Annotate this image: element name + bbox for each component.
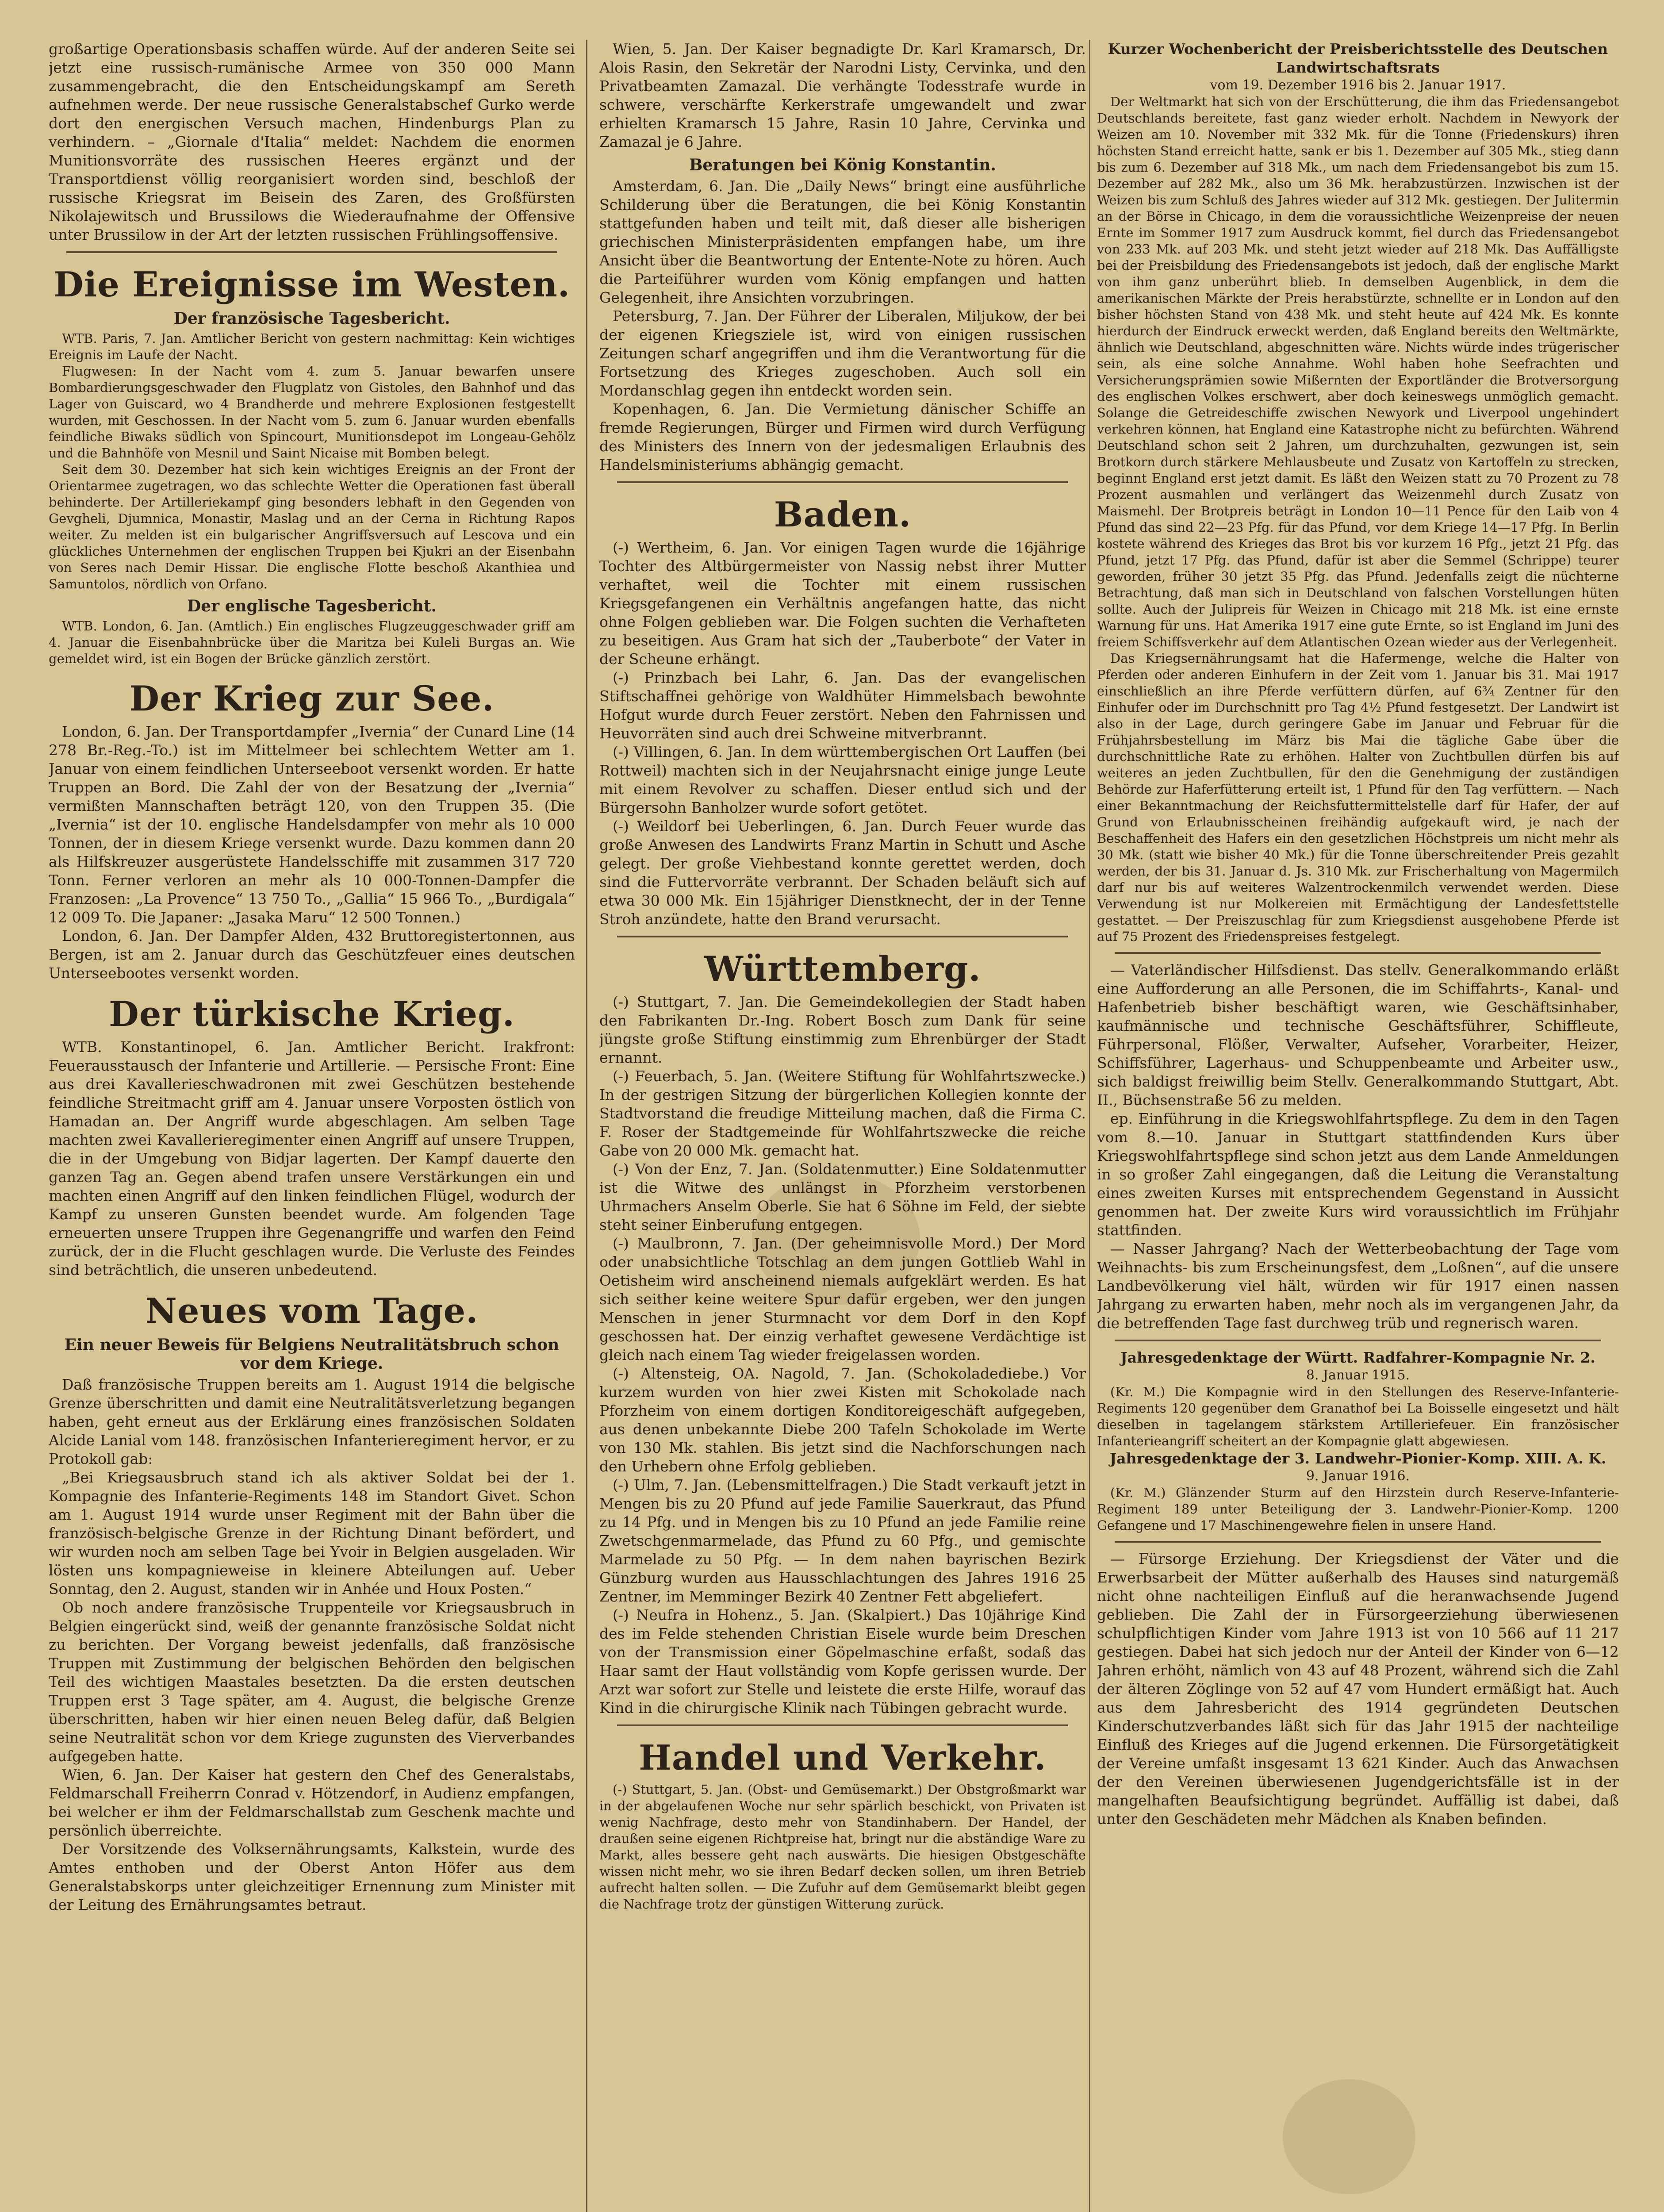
heading-westen: Die Ereignisse im Westen. bbox=[54, 265, 570, 305]
article-text: WTB. Konstantinopel, 6. Jan. Amtlicher Bericht. Irakfront: Feuerausstausch der Infanterie und Artillerie. — Persische Front: Eine aus drei Kavallerieschwadronen mit zwei Geschützen bestehende feindliche Streitmacht griff am 4. Januar unsere Vorposten östlich von Hamadan an. Der Angriff wurde abgeschlagen. Am selben Tage machten zwei Kavallerieregimenter einen Angriff auf unsere Truppen, die in der Umgebung von Bidjar lagerten. Der Kampf dauerte den ganzen Tag an. Gegen abend trafen unsere Verstärkungen ein und machten einen Angriff auf den linken feindlichen Flügel, wodurch der Kampf zu unseren Gunsten beendet wurde. Am folgenden Tage erneuerten unsere Truppen ihre Gegenangriffe und warfen den Feind zurück, der in die Flucht geschlagen wurde. Die Verluste des Feindes sind beträchtlich, die unseren unbedeutend. bbox=[49, 1038, 575, 1279]
memorial-date: 9. Januar 1916. bbox=[1306, 1468, 1410, 1484]
article-text: (-) Villingen, 6. Jan. In dem württembergischen Ort Lauffen (bei Rottweil) machten sich in der Neujahrsnacht einige junge Leute mit einem Revolver zu schaffen. Dieser entlud sich und der Bürgersohn Banholzer wurde sofort getötet. bbox=[599, 743, 1086, 816]
article-text: London, 6. Jan. Der Dampfer Alden, 432 Bruttoregistertonnen, aus Bergen, ist am 2. Januar durch das Geschützfeuer eines deutschen Unterseebootes versenkt worden. bbox=[49, 927, 575, 982]
article-text: (-) Feuerbach, 5. Jan. (Weitere Stiftung für Wohlfahrtszwecke.) In der gestrigen Sitzung der bürgerlichen Kollegien konnte der Stadtvorstand die freudige Mitteilung machen, daß die Firma C. F. Roser der Stadtgemeinde für Wohlfahrtszwecke die reiche Gabe von 20 000 Mk. gemacht hat. bbox=[599, 1068, 1086, 1159]
memorial-title: Jahresgedenktage der 3. Landwehr-Pionier-Komp. XIII. A. K. bbox=[1109, 1450, 1606, 1467]
article-text: Das Kriegsernährungsamt hat die Hafermenge, welche die Halter von Pferden oder anderen Einhufern in der Zeit vom 1. Januar bis 31. Mai 1917 einschließlich an ihre Pferde verfüttern dürfen, auf 6¾ Zentner für den Einhufer oder im Durchschnitt pro Tag 4½ Pfund festgesetzt. Der Landwirt ist also in der Lage, durch geringere Gabe im Januar und Februar für die Frühjahrsbestellung im März bis Mai die tägliche Gabe über die durchschnittliche Rate zu erhöhen. Halter von Zuchtbullen dürfen bis auf weiteres an jeden Zuchtbullen, für den die Genehmigung der zuständigen Behörde zur Haferfütterung erteilt ist, 1 Pfund für den Tag verfüttern. — Nach einer Bekanntmachung der Reichsfuttermittelstelle darf für Hafer, der auf Grund von Erlaubnisscheinen freihändig aufgekauft wird, je nach der Beschaffenheit des Hafers ein den gesetzlichen Höchstpreis um nicht mehr als 30 Mk. (statt wie bisher 40 Mk.) für die Tonne überschreitender Preis gezahlt werden, der bis 31. Januar d. Js. 310 Mk. zur Frischerhaltung von Magermilch darf nur bis auf weiteres Walzentrockenmilch verwendet werden. Diese Verwendung ist nur Molkereien mit Ermächtigung der Landesfettstelle gestattet. — Der Preiszuschlag für zum Kriegsdienst ausgehobene Pferde ist auf 75 Prozent des Friedenspreises festgelegt. bbox=[1097, 651, 1619, 944]
article-text: Der Weltmarkt hat sich von der Erschütterung, die ihm das Friedensangebot Deutschlands bereitete, fast ganz wieder erholt. Nachdem in Newyork der Weizen am 10. November mit 332 Mk. für die Tonne (Friedenskurs) ihren höchsten Stand erreicht hatte, sank er bis 1. Dezember auf 305 Mk., stieg dann bis zum 6. Dezember auf 318 Mk., um nach dem Friedensangebot bis zum 15. Dezember auf 282 Mk., also um 36 Mk. herabzustürzen. Inzwischen ist der Weizen bis zum Schluß des Jahres wieder auf 312 Mk. gestiegen. Der Julitermin an der Börse in Chicago, in dem die voraussichtliche Weizenpreise der neuen Ernte im Sommer 1917 zum Ausdruck kommt, fiel durch das Friedensangebot von 233 Mk. auf 203 Mk. und steht jetzt wieder auf 218 Mk. Das Auffälligste bei der Preisbildung des Friedensangebots ist jedoch, daß der englische Markt von ihm ganz unberührt blieb. In demselben Augenblick, in dem die amerikanischen Märkte der Preis herabstürzte, schnellte er in London auf den bisher höchsten Stand von 438 Mk. und steht heute auf 424 Mk. Es konnte hierdurch der Eindruck erweckt werden, daß England bereits den Weltmärkte, ähnlich wie Deutschland, abgeschnitten wäre. Nichts würde indes trügerischer sein, als eine solche Annahme. Wohl haben hohe Seefrachten und Versicherungsprämien sowie Mißernten der Exportländer die Brotversorgung des englischen Volkes erschwert, aber doch keineswegs unmöglich gemacht. Solange die Getreideschiffe zwischen Newyork und Liverpool ungehindert verkehren können, hat England eine Katastrophe nicht zu befürchten. Während Deutschland schon seit 2 Jahren, um durchzuhalten, gezwungen ist, sein Brotkorn durch stärkere Mehlausbeute und Zusatz von Kartoffeln zu strecken, beginnt England erst jetzt damit. Es läßt den Weizen statt zu 70 Prozent zu 78 Prozent ausmahlen und verlängert das Weizenmehl durch Zusatz von Maismehl. Der Brotpreis beträgt in London 10—11 Pence für den Laib von 4 Pfund das sind 22—23 Pfg. für das Pfund, vor dem Kriege 14—17 Pfg. In Berlin kostete während des Krieges das Brot bis vor kurzem 16 Pfg., jetzt 21 Pfg. das Pfund, jetzt 17 Pfg. das Pfund, dafür ist aber die Semmel (Schrippe) teurer geworden, früher 30 jetzt 35 Pfg. das Pfund. Jedenfalls zeigt die nüchterne Betrachtung, daß man sich in Deutschland von falschen Vorstellungen hüten sollte. Auch der Julipreis für Weizen in Chicago mit 218 Mk. ist eine ernste Warnung für uns. Hat Amerika 1917 eine gute Ernte, so ist England im Juni des freiem Schiffsverkehr auf dem Atlantischen Ozean wieder aus der Verlegenheit. bbox=[1097, 94, 1619, 649]
article-text: Ob noch andere französische Truppenteile vor Kriegsausbruch in Belgien eingerückt sind, weiß der genannte französische Soldat nicht zu berichten. Der Vorgang beweist jedenfalls, daß französische Truppen mit Zustimmung der belgischen Behörden den belgischen Teil des wichtigen Maastales besetzten. Da die ersten deutschen Truppen erst 3 Tage später, am 4. August, die belgische Grenze überschritten, haben wir hier einen neuen Beleg dafür, daß Belgien seine Neutralität schon vor dem Kriege zugunsten des Vierverbandes aufgegeben hatte. bbox=[49, 1599, 575, 1765]
heading-baden: Baden. bbox=[774, 495, 912, 535]
divider bbox=[1115, 1541, 1601, 1543]
article-text: „Bei Kriegsausbruch stand ich als aktiver Soldat bei der 1. Kompagnie des Infanterie-Regiments 148 im Standort Givet. Schon am 1. August 1914 wurde unser Regiment mit der Bahn über die französisch-belgische Grenze in der Richtung Dinant befördert, und wir wurden noch am selben Tage bei Yvoir in Belgien ausgeladen. Wir lösten uns kompagnieweise in kleinere Abteilungen auf. Ueber Sonntag, den 2. August, standen wir in Anhée und Houx Posten.“ bbox=[49, 1469, 575, 1598]
article-text: Der Vorsitzende des Volksernährungsamts, Kalkstein, wurde des Amtes enthoben und der Oberst Anton Höfer aus dem Generalstabskorps unter gleichzeitiger Ernennung zum Minister mit der Leitung des Ernährungsamtes betraut. bbox=[49, 1840, 575, 1913]
article-text: Amsterdam, 6. Jan. Die „Daily News“ bringt eine ausführliche Schilderung über die Beratungen, die bei König Konstantin stattgefunden haben und teilt mit, daß dieser alle bisherigen griechischen Ministerpräsidenten empfangen habe, um ihre Ansicht über die Beantwortung der Entente-Note zu hören. Auch die Parteiführer wurden vom König empfangen und hatten Gelegenheit, ihre Ansichten vorzubringen. bbox=[599, 177, 1086, 306]
article-text: (-) Wertheim, 6. Jan. Vor einigen Tagen wurde die 16jährige Tochter des Altbürgermeister von Nassig nebst ihrer Mutter verhaftet, weil die Tochter mit einem russischen Kriegsgefangenen ein Verhältnis angefangen hatte, das nicht ohne Folgen geblieben war. Die Folgen suchten die Verhafteten zu beseitigen. Aus Gram hat sich der „Tauberbote“ der Vater in der Scheune erhängt. bbox=[599, 539, 1086, 668]
article-text: WTB. Paris, 7. Jan. Amtlicher Bericht von gestern nachmittag: Kein wichtiges Ereignis im Laufe der Nacht. bbox=[49, 331, 575, 362]
article-text: (-) Von der Enz, 7. Jan. (Soldatenmutter.) Eine Soldatenmutter ist die Witwe des unlängst in Pforzheim verstorbenen Uhrmachers Anselm Oberle. Sie hat 6 Söhne im Feld, der siebte steht seiner Einberufung entgegen. bbox=[599, 1160, 1086, 1233]
heading-see: Der Krieg zur See. bbox=[129, 679, 495, 719]
article-text: Kopenhagen, 6. Jan. Die Vermietung dänischer Schiffe an fremde Regierungen, Bürger und Firmen wird durch Verfügung des Ministers des Innern von der jedesmaligen Erlaubnis des Handelsministeriums abhängig gemacht. bbox=[599, 400, 1086, 473]
memorial-title: Jahresgedenktage der Württ. Radfahrer-Kompagnie Nr. 2. bbox=[1120, 1349, 1595, 1366]
memorial-date: 8. Januar 1915. bbox=[1306, 1367, 1410, 1383]
subheading: Der englische Tagesbericht. bbox=[187, 597, 437, 615]
heading-turk: Der türkische Krieg. bbox=[109, 994, 515, 1034]
column-rule bbox=[586, 40, 587, 2212]
article-text: (-) Ulm, 7. Jan. (Lebensmittelfragen.) Die Stadt verkauft jetzt in Mengen bis zu 20 Pfund auf jede Familie Sauerkraut, das Pfund zu 14 Pfg. und in Mengen bis zu 10 Pfund an jede Familie reine Zwetschgenmarmelade, das Pfund zu 60 Pfg., und gemischte Marmelade zu 50 Pfg. — In dem nahen bayrischen Bezirk Günzburg wurden aus Hausschlachtungen des Jahres 1916 25 Zentner, im Memminger Bezirk 40 Zentner Fett abgeliefert. bbox=[599, 1476, 1086, 1605]
article-text: Wien, 6. Jan. Der Kaiser hat gestern den Chef des Generalstabs, Feldmarschall Freiherrn Conrad v. Hötzendorf, in Audienz empfangen, bei welcher er ihm der Feldmarschallstab zum Geschenk machte und persönlich überreichte. bbox=[49, 1766, 575, 1839]
article-text: — Nasser Jahrgang? Nach der Wetterbeobachtung der Tage vom Weihnachts- bis zum Erscheinungsfest, dem „Loßnen“, auf die unsere Landbevölkerung viel hält, würden wir für 1917 einen nassen Jahrgang zu erwarten haben, mehr noch als im vergangenen Jahr, da die betreffenden Tage fast durchweg trüb und regnerisch waren. bbox=[1097, 1240, 1619, 1332]
column-middle bbox=[599, 40, 1086, 2212]
article-text: (-) Neufra in Hohenz., 5. Jan. (Skalpiert.) Das 10jährige Kind des im Felde stehenden Christian Eisele wurde beim Dreschen von der Transmission einer Göpelmaschine erfaßt, sodaß das Haar samt der Haut vollständig vom Kopfe gerissen wurde. Der Arzt war sofort zur Stelle und leistete die erste Hilfe, worauf das Kind in die chirurgische Klinik nach Tübingen gebracht wurde. bbox=[599, 1606, 1086, 1717]
article-text: — Fürsorge Erziehung. Der Kriegsdienst der Väter und die Erwerbsarbeit der Mütter außerhalb des Hauses sind naturgemäß nicht ohne nachteiligen Einfluß auf die heranwachsende Jugend geblieben. Die Zahl der in Fürsorgeerziehung überwiesenen schulpflichtigen Kinder vom Jahre 1913 ist von 10 566 auf 11 217 gestiegen. Dabei hat sich jedoch nur der Anteil der Kinder von 6—12 Jahren erhöht, nämlich von 43 auf 48 Prozent, während sich die Zahl der älteren Zöglinge von 52 auf 47 vom Hundert ermäßigt hat. Auch aus dem Jahresbericht des 1914 gegründeten Deutschen Kinderschutzverbandes läßt sich für das Jahr 1915 der nachteilige Einfluß des Krieges auf die Jugend erkennen. Die Fürsorgetätigkeit der Vereine umfaßt insgesamt 13 621 Kinder. Auch das Anwachsen der den Vereinen überwiesenen Jugendgerichtsfälle ist in der mangelhaften Beaufsichtigung begründet. Auffällig ist dabei, daß unter den Geschädeten mehr Mädchen als Knaben befinden. bbox=[1097, 1550, 1619, 1828]
subheading: Beratungen bei König Konstantin. bbox=[689, 156, 996, 174]
article-text: WTB. London, 6. Jan. (Amtlich.) Ein englisches Flugzeuggeschwader griff am 4. Januar die Eisenbahnbrücke über die Maritza bei Kuleli Burgas an. Wie gemeldet wird, ist ein Bogen der Brücke gänzlich zerstört. bbox=[49, 618, 575, 666]
article-text: (Kr. M.) Die Kompagnie wird in den Stellungen des Reserve-Infanterie-Regiments 120 gegenüber dem Granathof bei La Boisselle eingesetzt und hält dieselben in tagelangem stärkstem Artilleriefeuer. Ein französischer Infanterieangriff scheitert an der Kompagnie glatt abgewiesen. bbox=[1097, 1384, 1619, 1448]
article-text: (-) Maulbronn, 7. Jan. (Der geheimnisvolle Mord.) Der Mord oder unabsichtliche Totschlag an dem jungen Gottlieb Wahl in Oetisheim wird anscheinend niemals aufgeklärt werden. Es hat sich seither keine weitere Spur dafür ergeben, wer den jungen Menschen in jener Sturmnacht vor dem Dorf in den Kopf geschossen hat. Der einzig verhaftet gewesene Verdächtige ist gleich nach einem Tag wieder freigelassen worden. bbox=[599, 1235, 1086, 1363]
divider bbox=[66, 251, 557, 253]
column-right bbox=[1097, 40, 1619, 2212]
divider bbox=[1115, 1340, 1601, 1341]
article-text: ep. Einführung in die Kriegswohlfahrtspflege. Zu dem in den Tagen vom 8.—10. Januar in Stuttgart stattfindenden Kurs über Kriegswohlfahrtspflege sind schon jetzt aus dem Lande Anmeldungen in so großer Zahl eingegangen, daß die Leitung die Veranstaltung eines zweiten Kurses mit entsprechendem Gegenstand in Aussicht genommen hat. Der zweite Kurs wird voraussichtlich im Frühjahr stattfinden. bbox=[1097, 1110, 1619, 1239]
heading-neues: Neues vom Tage. bbox=[145, 1291, 479, 1331]
article-text: großartige Operationsbasis schaffen würde. Auf der anderen Seite sei jetzt eine russisch-rumänische Armee von 350 000 Mann zusammengebracht, die den Entscheidungskampf am Sereth aufnehmen werde. Der neue russische Generalstabschef Gurko werde dort den energischen Versuch machen, Hindenburgs Plan zu verhindern. – „Giornale d'Italia“ meldet: Nachdem die enormen Munitionsvorräte des russischen Heeres ergänzt und der Transportdienst völlig reorganisiert worden sind, beschloß der russische Kriegsrat im Beisein des Zaren, des Großfürsten Nikolajewitsch und Brussilows die Wiederaufnahme der Offensive unter Brussilow in der Art der letzten russischen Frühlingsoffensive. bbox=[49, 40, 575, 243]
heading-wurttemberg: Württemberg. bbox=[704, 949, 981, 989]
divider bbox=[617, 481, 1068, 483]
report-title: Kurzer Wochenbericht der Preisberichtsstelle des Deutschen Landwirtschaftsrats bbox=[1108, 40, 1608, 76]
divider bbox=[617, 936, 1068, 937]
divider bbox=[1115, 952, 1601, 954]
article-text: (-) Stuttgart, 5. Jan. (Obst- und Gemüsemarkt.) Der Obstgroßmarkt war in der abgelaufenen Woche nur sehr spärlich beschickt, von Privaten ist wenig Nachfrage, desto mehr von Standinhabern. Der Handel, der draußen seine eigenen Richtpreise hat, bringt nur die abständige Ware zu Markt, alles bessere geht nach auswärts. Die hiesigen Obstgeschäfte wissen nicht mehr, wo sie ihren Bedarf decken sollen, um ihren Betrieb aufrecht halten sollen. — Die Zufuhr auf dem Gemüsemarkt bleibt gegen die Nachfrage trotz der günstigen Witterung zurück. bbox=[599, 1782, 1086, 1912]
column-left bbox=[49, 40, 575, 2212]
article-text: Flugwesen: In der Nacht vom 4. zum 5. Januar bewarfen unsere Bombardierungsgeschwader den Flugplatz von Gistoles, den Bahnhof und das Lager von Guiscard, wo 4 Brandherde und mehrere Explosionen festgestellt wurden, mit Geschossen. In der Nacht vom 5. zum 6. Januar wurden ebenfalls feindliche Biwaks südlich von Spincourt, Munitionsdepot im Longeau-Gehölz und die Bahnhöfe von Mesnil und Saint Nicaise mit Bomben belegt. bbox=[49, 364, 575, 461]
article-text: (-) Altensteig, OA. Nagold, 7. Jan. (Schokoladediebe.) Vor kurzem wurden von hier zwei Kisten mit Schokolade nach Pforzheim von einem dortigen Konditoreigeschäft aufgegeben, aus denen unbekannte Diebe 200 Tafeln Schokolade im Werte von 130 Mk. stahlen. Bis jetzt sind die Nachforschungen nach den Urhebern ohne Erfolg geblieben. bbox=[599, 1365, 1086, 1475]
column-rule bbox=[1089, 40, 1090, 2212]
subheading: Der französische Tagesbericht. bbox=[173, 309, 450, 328]
report-date: vom 19. Dezember 1916 bis 2. Januar 1917. bbox=[1210, 77, 1506, 93]
article-text: (-) Prinzbach bei Lahr, 6. Jan. Das der evangelischen Stiftschaffnei gehörige von Waldhüter Himmelsbach bewohnte Hofgut wurde durch Feuer zerstört. Neben den Fahrnissen und Heuvorräten sind auch drei Schweine mitverbrannt. bbox=[599, 669, 1086, 742]
article-text: Wien, 5. Jan. Der Kaiser begnadigte Dr. Karl Kramarsch, Dr. Alois Rasin, den Sekretär der Narodni Listy, Cervinka, und den Privatbeamten Zamazal. Die verhängte Todesstrafe wurde in schwere, verschärfte Kerkerstrafe umgewandelt und zwar erhielten Kramarsch 15 Jahre, Rasin 10 Jahre, Cervinka und Zamazal je 6 Jahre. bbox=[599, 40, 1086, 150]
article-text: (-) Stuttgart, 7. Jan. Die Gemeindekollegien der Stadt haben den Fabrikanten Dr.-Ing. Robert Bosch zum Dank für seine jüngste große Stiftung einstimmig zum Ehrenbürger der Stadt ernannt. bbox=[599, 993, 1086, 1066]
article-text: Petersburg, 7. Jan. Der Führer der Liberalen, Miljukow, der bei der eigenen Kriegsziele ist, wird von einigen russischen Zeitungen scharf angegriffen und ihm die Verantwortung für die Fortsetzung des Krieges zugeschoben. Auch soll ein Mordanschlag gegen ihn entdeckt worden sein. bbox=[599, 307, 1086, 399]
article-text: (-) Weildorf bei Ueberlingen, 6. Jan. Durch Feuer wurde das große Anwesen des Landwirts Franz Martin in Schutt und Asche gelegt. Der große Viehbestand konnte gerettet werden, doch sind die Futtervorräte verbrannt. Der Schaden beläuft sich auf etwa 30 000 Mk. Ein 15jähriger Dienstknecht, der in der Tenne Stroh anzündete, hatte den Brand verursacht. bbox=[599, 818, 1086, 928]
article-text: Daß französische Truppen bereits am 1. August 1914 die belgische Grenze überschritten und damit eine Neutralitätsverletzung begangen haben, geht erneut aus der Erklärung eines französischen Soldaten Alcide Lanial vom 148. französischen Infanterieregiment hervor, er zu Protokoll gab: bbox=[49, 1376, 575, 1467]
article-text: (Kr. M.) Glänzender Sturm auf den Hirzstein durch Reserve-Infanterie-Regiment 189 unter Beteiligung der 3. Landwehr-Pionier-Komp. 1200 Gefangene und 17 Maschinengewehre fielen in unsere Hand. bbox=[1097, 1485, 1619, 1533]
article-text: Seit dem 30. Dezember hat sich kein wichtiges Ereignis an der Front der Orientarmee zugetragen, wo das schlechte Wetter die Operationen fast überall behinderte. Der Artilleriekampf ging besonders lebhaft in den Gegenden von Gevgheli, Djumnica, Monastir, Maslag und an der Cerna in Richtung Rapos weiter. Zu melden ist ein bulgarischer Angriffsversuch auf Lescova und ein glückliches Unternehmen der englischen Truppen bei Kjukri an der Eisenbahn von Seres nach Demir Hissar. Die englische Flotte beschoß Akanthiea und Samuntolos, nördlich von Orfano. bbox=[49, 462, 575, 591]
article-text: — Vaterländischer Hilfsdienst. Das stellv. Generalkommando erläßt eine Aufforderung an alle Personen, die im Schiffahrts-, Kanal- und Hafenbetrieb bisher beschäftigt waren, wie Geschäftsinhaber, kaufmännische und technische Geschäftsführer, Schiffleute, Führpersonal, Flößer, Verwalter, Aufseher, Vorarbeiter, Heizer, Schiffsführer, Lagerhaus- und Schuppenbeamte und Arbeiter usw., sich baldigst freiwillig beim Stellv. Generalkommando Stuttgart, Abt. II., Büchsenstraße 56 zu melden. bbox=[1097, 961, 1619, 1109]
article-text: London, 6. Jan. Der Transportdampfer „Ivernia“ der Cunard Line (14 278 Br.-Reg.-To.) ist im Mittelmeer bei schlechtem Wetter am 1. Januar von einem feindlichen Unterseeboot versenkt worden. Er hatte Truppen an Bord. Die Zahl der von der Besatzung der „Ivernia“ vermißten Mannschaften beträgt 120, von den Truppen 35. (Die „Ivernia“ ist der 10. englische Handelsdampfer von mehr als 10 000 Tonnen, der in diesem Kriege versenkt wurde. Dazu kommen dann 20 als Hilfskreuzer ausgerüstete Handelsschiffe mit zusammen 317 720 Tonn. Ferner verloren an mehr als 10 000-Tonnen-Dampfer die Franzosen: „La Provence“ 13 750 To., „Gallia“ 15 966 To., „Burdigala“ 12 009 To. Die Japaner: „Jasaka Maru“ 12 500 Tonnen.) bbox=[49, 723, 575, 926]
divider bbox=[617, 1724, 1068, 1726]
subheading: Ein neuer Beweis für Belgiens Neutralitätsbruch schon vor dem Kriege. bbox=[64, 1336, 560, 1373]
heading-handel: Handel und Verkehr. bbox=[639, 1738, 1047, 1778]
